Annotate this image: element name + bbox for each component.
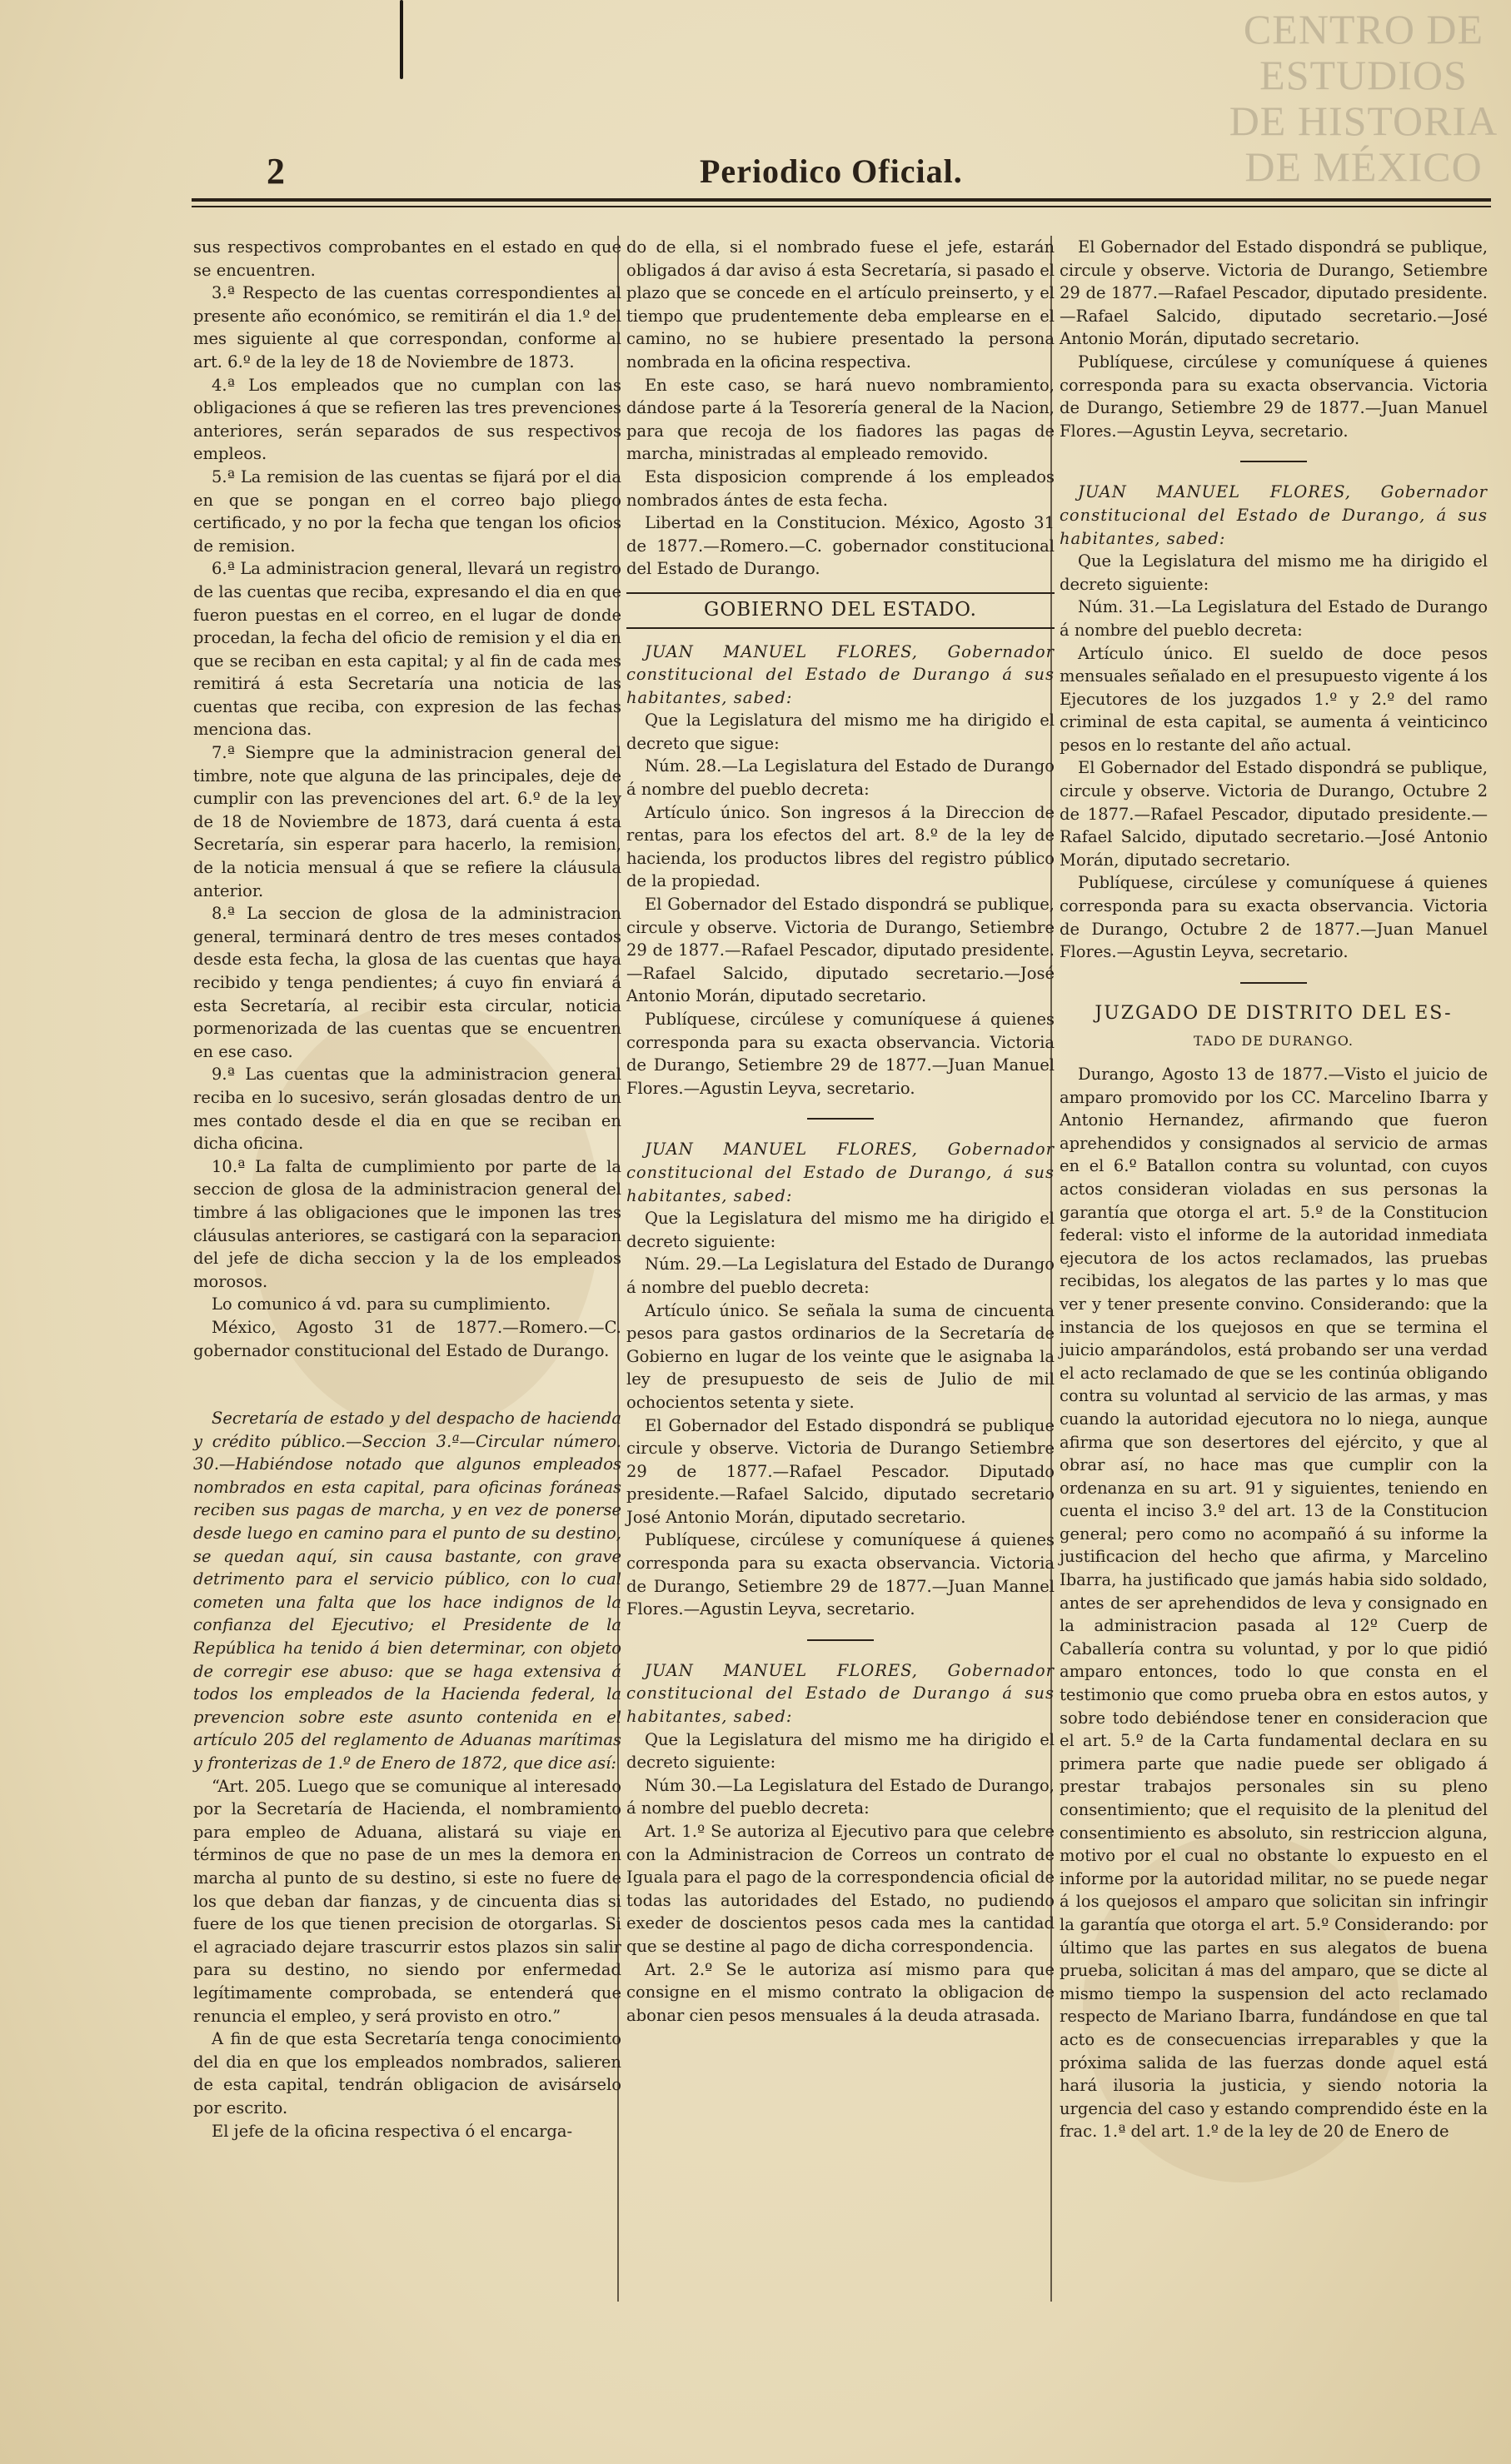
circular-paragraph: Secretaría de estado y del despacho de hacienda y crédito público.—Seccion 3.ª—Circular número. 30.—Habiéndose notado que algunos empleados nombrados en esta capital, para oficinas foráneas reciben sus pagas de marcha, y en vez de ponerse desde luego en camino para el punto de su destino, se quedan aquí, sin causa bastante, con grave detrimento para el servicio público, con lo cual cometen una falta que los hace indignos de la confianza del Ejecutivo; el Presidente de la República ha tenido á bien determinar, con objeto de corregir ese abuso: que se haga extensiva á todos los empleados de la Hacienda federal, la prevencion sobre este asunto contenida en el artículo 205 del reglamento de Aduanas marítimas y fronterizas de 1.º de Enero de 1872, que dice así:: [193, 1409, 621, 1773]
paragraph: Publíquese, circúlese y comuníquese á quienes corresponda para su exacta observancia. Victoria de Durango, Setiembre 29 de 1877.—Juan Manuel Flores.—Agustin Leyva, secretario.: [626, 1010, 1055, 1098]
paragraph: El Gobernador del Estado dispondrá se publique, circule y observe. Victoria de Durango, Octubre 2 de 1877.—Rafael Pescador, diputado presidente.—Rafael Salcido, diputado secretario.—José Antonio Morán, diputado secretario.: [1060, 758, 1488, 870]
decree-heading: JUAN MANUEL FLORES, Gobernador constitucional del Estado de Durango á sus habitantes, sabed:: [626, 641, 1055, 707]
paragraph: Que la Legislatura del mismo me ha dirigido el decreto siguiente:: [1060, 551, 1488, 594]
newspaper-title: Periodico Oficial.: [700, 152, 963, 190]
column-2: [626, 236, 1055, 2027]
separator-rule: [807, 1118, 874, 1120]
paper-tear: [400, 0, 403, 79]
paragraph: Que la Legislatura del mismo me ha dirigido el decreto siguiente:: [626, 1209, 1055, 1251]
paragraph: Que la Legislatura del mismo me ha dirigido el decreto que sigue:: [626, 711, 1055, 753]
paragraph: Artículo único. Son ingresos á la Direccion de rentas, para los efectos del art. 8.º de la ley de hacienda, los productos libres del registro público de la propiedad.: [626, 802, 1055, 891]
paragraph: Artículo único. El sueldo de doce pesos mensuales señalado en el presupuesto vigente á los Ejecutores de los juzgados 1.º y 2.º del ramo criminal de esta capital, se aumenta á veinticinco pesos en lo restante del año actual.: [1060, 643, 1488, 755]
paragraph: El Gobernador del Estado dispondrá se publique, circule y observe. Victoria de Durango, Setiembre 29 de 1877.—Rafael Pescador, diputado presidente.—Rafael Salcido, diputado secretario.—José Antonio Morán, diputado secretario.: [626, 895, 1055, 1006]
paragraph: Durango, Agosto 13 de 1877.—Visto el juicio de amparo promovido por los CC. Marcelino Ibarra y Antonio Hernandez, afirmando que fueron aprehendidos y consignados al servicio de armas en el 6.º Batallon contra su voluntad, con cuyos actos consideran violadas en sus personas la garantía que otorga el art. 5.º de la Constitucion federal: visto el informe de la autoridad inmediata ejecutora de los actos reclamados, las pruebas recibidas, los alegatos de las partes y lo mas que ver y tener presente convino. Considerando: que la instancia de los quejosos en que se termina el juicio amparándolos, está probando ser una verdad el acto reclamado de que se les continúa obligando contra su voluntad al servicio de las armas, y mas cuando la autoridad ejecutora no lo niega, aunque afirma que son desertores del ejército, y que al obrar así, no hace mas que cumplir con la ordenanza en su art. 91 y siguientes, teniendo en cuenta el inciso 3.º del art. 13 de la Constitucion general; pero como no acompañó á su informe la justificacion del hecho que afirma, y Marcelino Ibarra, ha justificado que jamás habia sido soldado, antes de ser aprehendidos de leva y consignado en la administracion pasada al 12º Cuerp de Caballería contra su voluntad, y por lo que pidió amparo entonces, todo lo que consta en el testimonio que como prueba obra en estos autos, y sobre todo debiéndose tener en consideracion que el art. 5.º de la Carta fundamental declara en su primera parte que nadie puede ser obligado á prestar trabajos personales sin su pleno consentimiento; que el requisito de la plenitud del consentimiento es absoluto, sin restriccion alguna, motivo por el cual no obstante lo expuesto en el informe por la autoridad militar, no se puede negar á los quejosos el amparo que solicitan sin infringir la garantía que otorga el art. 5.º Considerando: por último que las partes en sus alegatos de buena prueba, solicitan á mas del amparo, que se dicte al mismo tiempo la suspension del acto reclamado respecto de Mariano Ibarra, fundándose en que tal acto es de consecuencias irreparables y que la próxima salida de las fuerzas donde aquel está hará ilusoria la justicia, y siendo notoria la urgencia del caso y estando comprendido éste en la frac. 1.ª del art. 1.º de la ley de 20 de Enero de: [1060, 1065, 1488, 2142]
paragraph: México, Agosto 31 de 1877.—Romero.—C. gobernador constitucional del Estado de Durango.: [193, 1317, 621, 1360]
paragraph: 10.ª La falta de cumplimiento por parte de la seccion de glosa de la administracion general del timbre á las obligaciones que le imponen las tres cláusulas anteriores, se castigará con la separacion del jefe de dicha seccion y la de los empleados morosos.: [193, 1156, 621, 1291]
separator-rule: [1240, 461, 1307, 462]
page-header: [192, 150, 1491, 200]
paragraph: 8.ª La seccion de glosa de la administracion general, terminará dentro de tres meses contados desde esta fecha, la glosa de las cuentas que haya recibido y tenga pendientes; á cuyo fin enviará á esta Secretaría, al recibir esta circular, noticia pormenorizada de las cuentas que se encuentren en ese caso.: [193, 904, 621, 1061]
column-1: [193, 236, 621, 2142]
paragraph: Esta disposicion comprende á los empleados nombrados ántes de esta fecha.: [626, 466, 1055, 510]
section-heading: GOBIERNO DEL ESTADO.: [626, 592, 1055, 629]
page-number: 2: [267, 151, 285, 192]
paragraph: El Gobernador del Estado dispondrá se publique circule y observe. Victoria de Durango Setiembre 29 de 1877.—Rafael Pescador. Diputado presidente.—Rafael Salcido, diputado secretario José Antonio Morán, diputado secretario.: [626, 1415, 1055, 1527]
paragraph: 4.ª Los empleados que no cumplan con las obligaciones á que se refieren las tres prevenciones anteriores, serán separados de sus respectivos empleos.: [193, 375, 621, 464]
paragraph: 3.ª Respecto de las cuentas correspondientes al presente año económico, se remitirán el dia 1.º del mes siguiente al que correspondan, conforme al art. 6.º de la ley de 18 de Noviembre de 1873.: [193, 283, 621, 372]
paragraph: Libertad en la Constitucion. México, Agosto 31 de 1877.—Romero.—C. gobernador constitucional del Estado de Durango.: [626, 513, 1055, 579]
decree-heading: JUAN MANUEL FLORES, Gobernador constitucional del Estado de Durango, á sus habitantes, sabed:: [1060, 482, 1488, 548]
decree-heading: JUAN MANUEL FLORES, Gobernador constitucional del Estado de Durango, á sus habitantes, sabed:: [626, 1140, 1055, 1205]
paragraph: Art. 2.º Se le autoriza así mismo para que consigne en el mismo contrato la obligacion de abonar cien pesos mensuales á la deuda atrasada.: [626, 1959, 1055, 2025]
separator-rule: [807, 1639, 874, 1641]
paragraph: Artículo único. Se señala la suma de cincuenta pesos para gastos ordinarios de la Secretaría de Gobierno en lugar de los veinte que le asignaba la ley de presupuesto de seis de Julio de mil ochocientos setenta y siete.: [626, 1300, 1055, 1412]
paragraph: A fin de que esta Secretaría tenga conocimiento del dia en que los empleados nombrados, salieren de esta capital, tendrán obligacion de avisárselo por escrito.: [193, 2029, 621, 2117]
quoted-article: “Art. 205. Luego que se comunique al interesado por la Secretaría de Hacienda, el nombramiento para empleo de Aduana, alistará su viaje en términos de que no pase de un mes la demora en marcha al punto de su destino, si este no fuere de los que deban dar fianzas, y de cincuenta dias si fuere de los que tienen precision de otorgarlas. Si el agraciado dejare trascurrir estos plazos sin salir para su destino, no siendo por enfermedad legítimamente comprobada, se entenderá que renuncia el empleo, y será provisto en otro.”: [193, 1776, 621, 2026]
court-subheading: TADO DE DURANGO.: [1194, 1033, 1354, 1050]
header-rule: [192, 198, 1491, 202]
paragraph: Núm. 31.—La Legislatura del Estado de Durango á nombre del pueblo decreta:: [1060, 597, 1488, 640]
header-rule: [192, 206, 1491, 207]
paragraph: Lo comunico á vd. para su cumplimiento.: [212, 1294, 551, 1314]
watermark-line: DE HISTORIA: [1229, 97, 1499, 144]
paragraph: El Gobernador del Estado dispondrá se publique, circule y observe. Victoria de Durango, Setiembre 29 de 1877.—Rafael Pescador, diputado presidente.—Rafael Salcido, diputado secretario.—José Antonio Morán, diputado secretario.: [1060, 237, 1488, 349]
paragraph: Publíquese, circúlese y comuníquese á quienes corresponda para su exacta observancia. Victoria de Durango, Setiembre 29 de 1877.—Juan Mannel Flores.—Agustin Leyva, secretario.: [626, 1530, 1055, 1619]
paragraph: Art. 1.º Se autoriza al Ejecutivo para que celebre con la Administracion de Correos un contrato de Iguala para el pago de la correspondencia oficial de todas las autoridades del Estado, no pudiendo exeder de doscientos pesos cada mes la cantidad que se destine al pago de dicha correspondencia.: [626, 1822, 1055, 1956]
watermark-line: ESTUDIOS: [1259, 52, 1468, 98]
watermark-line: DE MÉXICO: [1244, 143, 1483, 190]
decree-heading: JUAN MANUEL FLORES, Gobernador constitucional del Estado de Durango á sus habitantes, sabed:: [626, 1660, 1055, 1727]
paragraph: Publíquese, circúlese y comuníquese á quienes corresponda para su exacta observancia. Victoria de Durango, Octubre 2 de 1877.—Juan Manuel Flores.—Agustin Leyva, secretario.: [1060, 873, 1488, 962]
paragraph: El jefe de la oficina respectiva ó el encarga-: [212, 2121, 573, 2141]
paragraph: 6.ª La administracion general, llevará un registro de las cuentas que reciba, expresando el dia en que fueron puestas en el correo, en el lugar de donde procedan, la fecha del oficio de remision y el dia en que se reciban en esta capital; y al fin de cada mes remitirá á esta Secretaría una noticia de las cuentas que reciba, con expresion de las fechas menciona das.: [193, 559, 621, 740]
paragraph: 7.ª Siempre que la administracion general del timbre, note que alguna de las principales, deje de cumplir con las prevenciones del art. 6.º de la ley de 18 de Noviembre de 1873, dará cuenta á esta Secretaría, sin esperar para hacerlo, la remision, de la noticia mensual á que se refiere la cláusula anterior.: [193, 743, 621, 900]
paragraph: Que la Legislatura del mismo me ha dirigido el decreto siguiente:: [626, 1729, 1055, 1773]
paragraph: 9.ª Las cuentas que la administracion general reciba en lo sucesivo, serán glosadas dentro de un mes contado desde el dia en que se reciban en dicha oficina.: [193, 1065, 621, 1154]
watermark-line: CENTRO DE: [1243, 6, 1484, 52]
paragraph: Núm 30.—La Legislatura del Estado de Durango, á nombre del pueblo decreta:: [626, 1775, 1055, 1818]
paragraph: 5.ª La remision de las cuentas se fijará por el dia en que se pongan en el correo bajo pliego certificado, y no por la fecha que tengan los oficios de remision.: [193, 466, 621, 556]
column-3: [1060, 236, 1488, 2143]
paragraph: Núm. 28.—La Legislatura del Estado de Durango á nombre del pueblo decreta:: [626, 756, 1055, 800]
paragraph: sus respectivos comprobantes en el estado en que se encuentren.: [193, 237, 621, 280]
paragraph: Núm. 29.—La Legislatura del Estado de Durango á nombre del pueblo decreta:: [626, 1254, 1055, 1297]
paragraph: Publíquese, circúlese y comuníquese á quienes corresponda para su exacta observancia. Victoria de Durango, Setiembre 29 de 1877.—Juan Manuel Flores.—Agustin Leyva, secretario.: [1060, 352, 1488, 441]
court-heading: JUZGADO DE DISTRITO DEL ES-: [1095, 1002, 1453, 1024]
separator-rule: [1240, 982, 1307, 984]
paragraph: En este caso, se hará nuevo nombramiento, dándose parte á la Tesorería general de la Nacion, para que recoja de los fiadores las pagas de marcha, ministradas al empleado removido.: [626, 375, 1055, 464]
paragraph: do de ella, si el nombrado fuese el jefe, estarán obligados á dar aviso á esta Secretaría, si pasado el plazo que se concede en el artículo preinserto, y el tiempo que prudentemente deba emplearse en el camino, no se hubiere presentado la persona nombrada en la oficina respectiva.: [626, 237, 1055, 372]
